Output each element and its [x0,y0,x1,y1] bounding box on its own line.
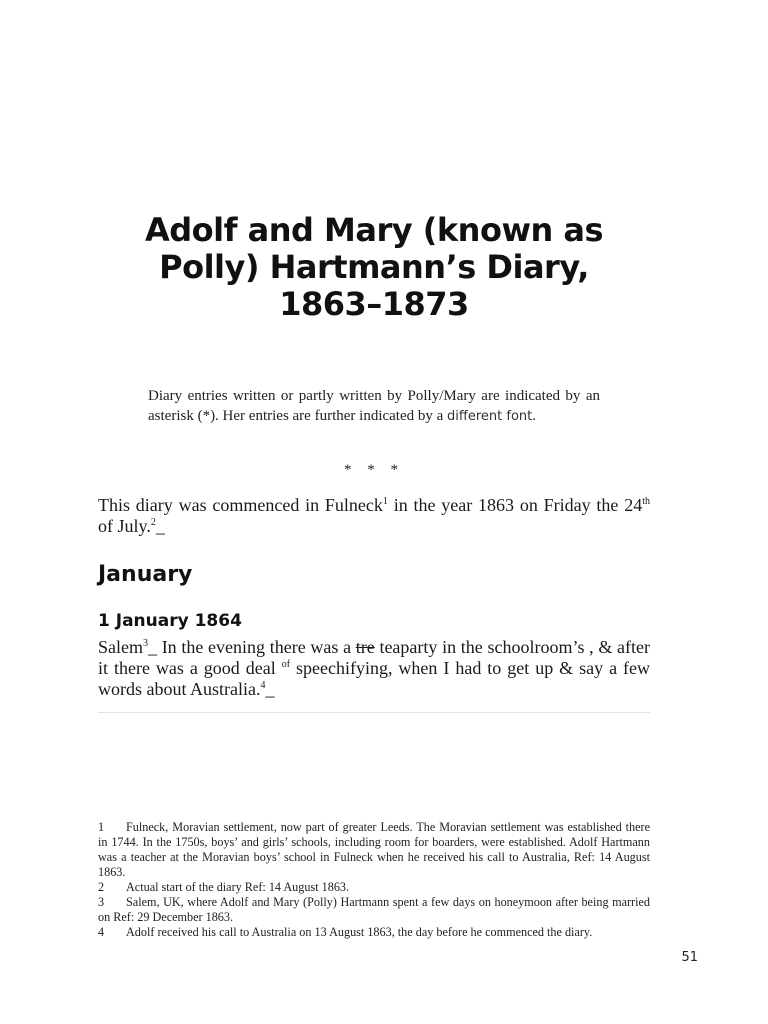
entry-text-5: _ [265,679,275,699]
ordinal-suffix: th [642,496,650,507]
footnote-text: Salem, UK, where Adolf and Mary (Polly) Hartmann spent a few days on honeymoon after being married on Ref: 29 December 1863. [98,895,650,924]
footnote-divider [98,712,650,713]
footnote-number: 3 [98,895,105,909]
footnotes [98,820,650,940]
page-number: 51 [681,950,698,965]
entry-text-4: speechifying, when I had to get up & say a few words about Australia. [98,658,651,699]
entry-text-1: Salem [98,637,143,657]
intro-text-3: of July. [98,516,151,536]
editorial-note [148,386,600,427]
section-separator: * * * [344,462,404,478]
month-heading: January [98,562,193,587]
footnote-ref-2: 2 [150,517,156,528]
intro-text-4: _ [155,516,165,536]
intro-text-1: This diary was commenced in Fulneck [98,495,383,515]
footnote-ref-1: 1 [382,496,388,507]
struck-word: tre [355,637,375,657]
title-line-3: 1863–1873 [279,285,469,323]
title-line-1: Adolf and Mary (known as [144,211,604,249]
footnote-number: 1 [98,820,105,834]
entry-text-2: _ In the evening there was a [148,637,356,657]
footnote-ref-4: 4 [260,680,266,691]
inserted-word: of [281,659,291,670]
footnote-ref-3: 3 [143,638,148,649]
footnote [98,820,650,880]
footnote-text: Fulneck, Moravian settlement, now part of greater Leeds. The Moravian settlement was established there in 1744. In the 1750s, boys’ and girls’ schools, including room for boarders, were established. Adolf Hartmann was a teacher at the Moravian boys’ school in Fulneck when he received his call to Australia, Ref: 14 August 1863. [98,820,650,879]
entry-text-3: teaparty in the schoolroom’s , & after it there was a good deal [98,637,651,678]
footnote-text: Adolf received his call to Australia on 13 August 1863, the day before he commenced the diary. [126,925,593,939]
footnote [98,880,650,895]
entry-date: 1 January 1864 [98,611,242,631]
footnote-number: 2 [98,880,105,894]
diary-entry [98,637,650,700]
intro-paragraph [98,495,650,537]
footnote [98,925,650,940]
editorial-note-end: . [532,408,537,424]
footnote [98,895,650,925]
footnote-text: Actual start of the diary Ref: 14 August 1863. [126,880,350,894]
intro-text-2: in the year 1863 on Friday the 24 [387,495,643,515]
editorial-note-text: Diary entries written or partly written by Polly/Mary are indicated by an asterisk (*). Her entries are further indicated by a [148,388,600,424]
title-line-2: Polly) Hartmann’s Diary, [159,248,589,286]
footnote-number: 4 [98,925,105,939]
page-title [98,212,650,323]
different-font-sample: different font [447,409,533,424]
